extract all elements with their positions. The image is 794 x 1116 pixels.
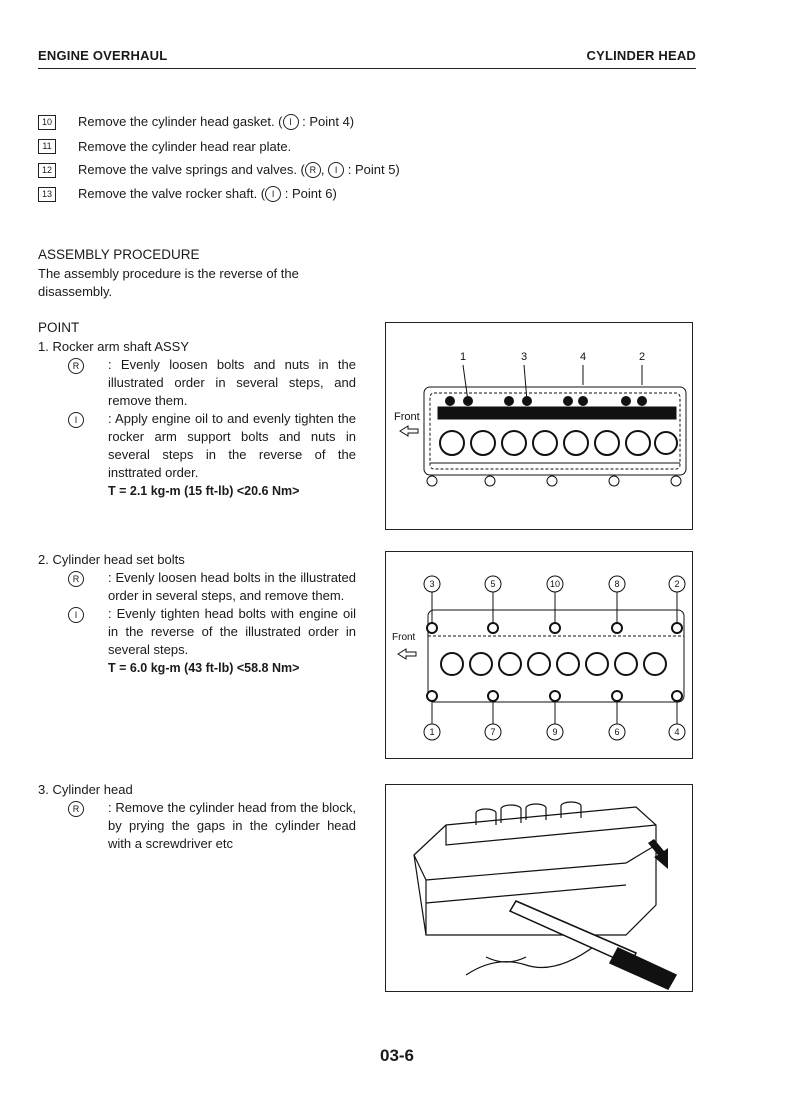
step-number: 12 [38,163,56,178]
step-11 [38,134,538,158]
page-number: 03-6 [379,1046,415,1065]
bolt-order-label: 3 [429,579,435,589]
disassembly-steps [38,110,538,206]
bolt-label: 4 [579,351,587,363]
installation-note: I : Evenly tighten head bolts with engine oil in the reverse of the illustrated order in several steps. [68,605,356,659]
removal-mark-icon: R [68,571,84,587]
point-title: POINT [38,320,80,335]
bolt-order-label: 10 [549,579,561,589]
bolt-label: 3 [520,351,528,363]
header-rule [38,68,696,69]
item-title: 3. Cylinder head [38,782,133,797]
removal-note: R : Evenly loosen head bolts in the illustrated order in several steps, and remove them. [68,569,356,605]
header-section-title: ENGINE OVERHAUL [38,48,168,63]
step-13 [38,182,538,206]
bolt-order-label: 9 [552,727,558,737]
item-title: 2. Cylinder head set bolts [38,552,185,567]
bolt-label: 1 [459,351,467,363]
bolt-order-label: 8 [614,579,620,589]
step-text: Remove the valve rocker shaft. ( I : Point 6) [78,185,337,201]
installation-note: I : Apply engine oil to and evenly tighten the rocker arm support bolts and nuts in several steps in the reverse of the insttrated order. [68,410,356,482]
inspection-mark-icon: I [328,162,344,178]
header-chapter-title: CYLINDER HEAD [586,48,696,63]
step-text: Remove the cylinder head rear plate. [78,138,292,154]
bolt-order-label: 5 [490,579,496,589]
cylinder-head-prying-figure [385,784,693,992]
inspection-mark-icon: I [68,412,84,428]
inspection-mark-icon: I [265,186,281,202]
rocker-shaft-figure [385,322,693,530]
assembly-title: ASSEMBLY PROCEDURE [38,247,200,262]
front-label: Front [394,411,420,423]
head-bolt-order-figure [385,551,693,759]
item-title: 1. Rocker arm shaft ASSY [38,339,190,354]
step-number: 11 [38,139,56,154]
removal-mark-icon: R [68,358,84,374]
front-label: Front [392,632,416,643]
bolt-order-label: 1 [429,727,435,737]
step-text: Remove the valve springs and valves. ( R , I : Point 5) [78,161,400,177]
step-number: 10 [38,115,56,130]
removal-note: R : Evenly loosen bolts and nuts in the illustrated order in several steps, and remove them. [68,356,356,410]
step-number: 13 [38,187,56,202]
step-12 [38,158,538,182]
removal-mark-icon: R [305,162,321,178]
removal-note: R : Remove the cylinder head from the block, by prying the gaps in the cylinder head with a screwdriver etc [68,799,356,853]
bolt-order-label: 7 [490,727,496,737]
step-10 [38,110,538,134]
inspection-mark-icon: I [283,114,299,130]
bolt-order-label: 2 [674,579,680,589]
torque-spec: T = 2.1 kg-m (15 ft-lb) <20.6 Nm> [108,484,300,498]
bolt-label: 2 [638,351,646,363]
removal-mark-icon: R [68,801,84,817]
point-item-1 [38,338,356,500]
inspection-mark-icon: I [68,607,84,623]
bolt-order-label: 4 [674,727,680,737]
bolt-order-label: 6 [614,727,620,737]
point-item-2 [38,551,356,677]
point-item-3 [38,781,356,853]
step-text: Remove the cylinder head gasket. ( I : Point 4) [78,113,355,129]
torque-spec: T = 6.0 kg-m (43 ft-lb) <58.8 Nm> [108,661,300,675]
assembly-text: The assembly procedure is the reverse of the disassembly. [38,266,299,299]
